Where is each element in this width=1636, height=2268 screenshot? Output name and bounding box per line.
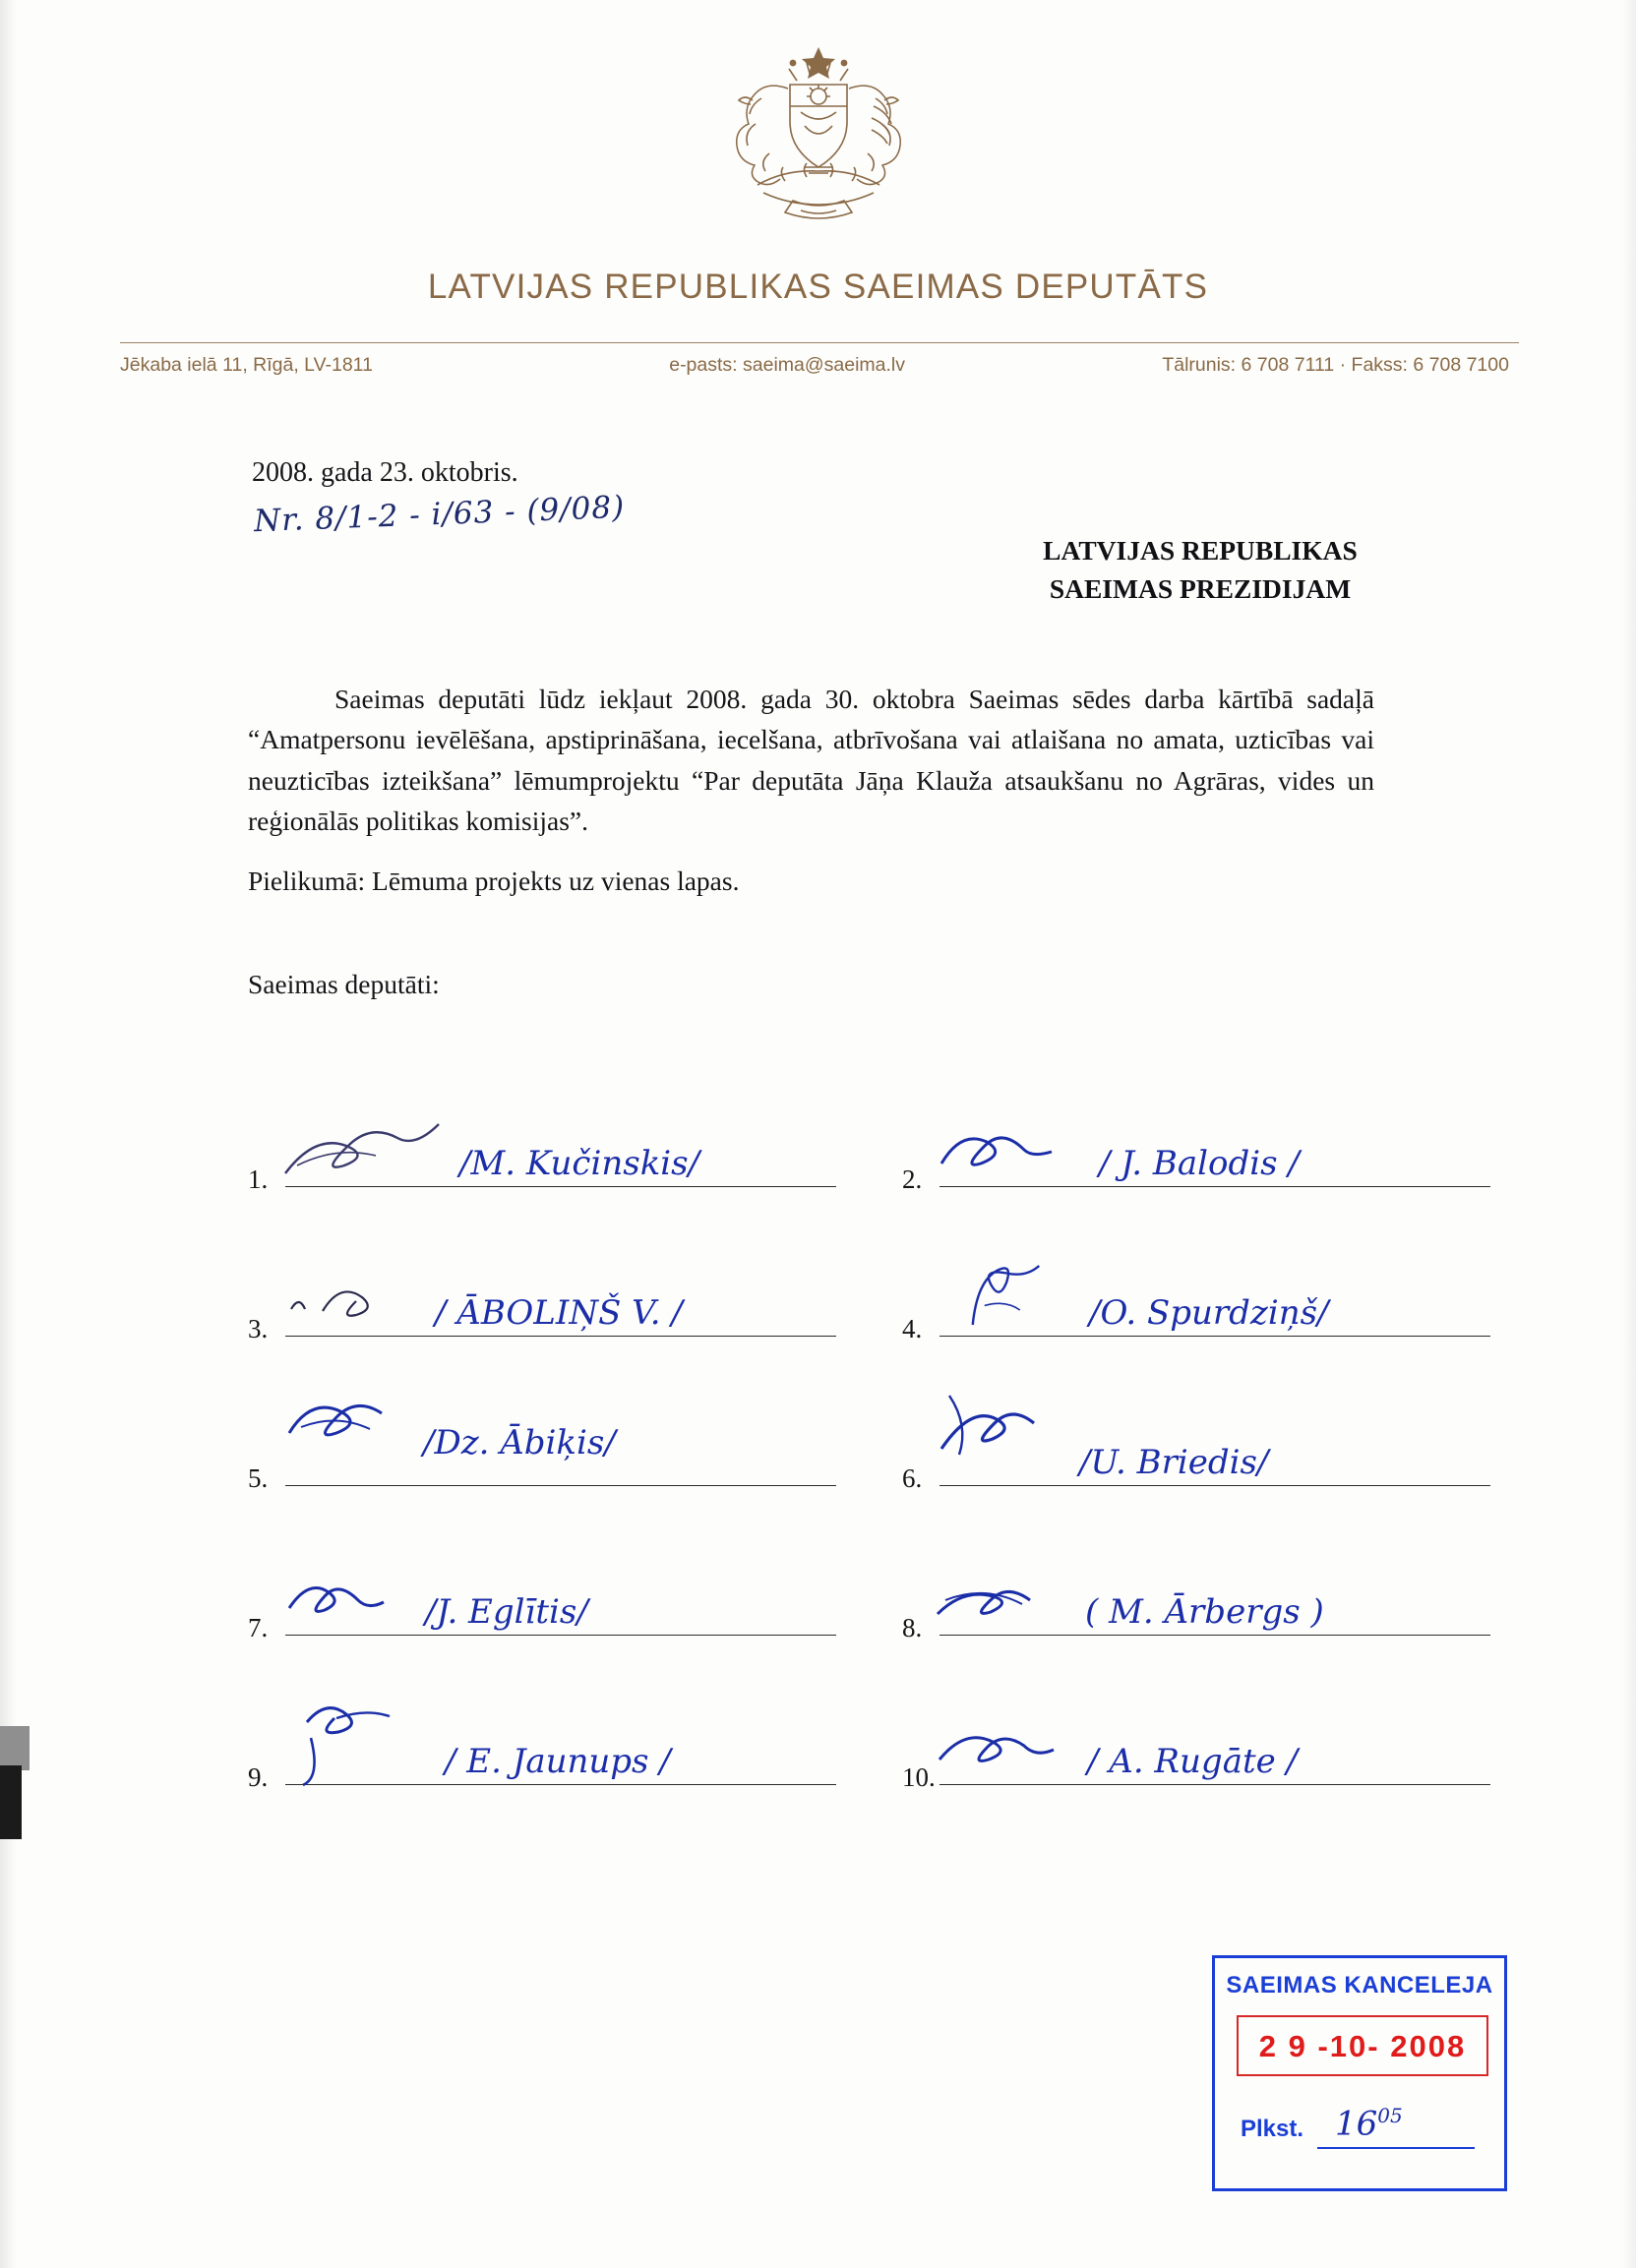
signature-name: /M. Kučinskis/ [459,1144,700,1183]
signature-cell [248,1506,838,1643]
signature-line [285,1485,836,1487]
signature-name: /O. Spurdziņš/ [1089,1293,1329,1333]
signature-name: ( M. Ārbergs ) [1085,1592,1324,1632]
letterhead-contact-row [120,354,1519,377]
contact-address: Jēkaba ielā 11, Rīgā, LV-1811 [120,354,373,376]
signature-line [939,1784,1490,1786]
signature-number: 4. [902,1314,923,1343]
signature-name: /J. Eglītis/ [425,1592,588,1632]
signature-name: / ĀBOLIŅŠ V. / [435,1293,683,1333]
signature-line [939,1336,1490,1338]
signature-name: / A. Rugāte / [1087,1742,1299,1781]
signature-row [248,1506,1527,1655]
signers-label: Saeimas deputāti: [248,969,440,999]
letter-date: 2008. gada 23. oktobris. [252,457,518,488]
stamp-time-hour: 16 [1335,2104,1378,2144]
signature-number: 1. [248,1164,269,1194]
signature-number: 7. [248,1613,269,1642]
signature-number: 8. [902,1613,923,1642]
signature-name: / J. Balodis / [1099,1144,1300,1183]
addressee-line-2: SAEIMAS PREZIDIJAM [1049,573,1352,605]
scan-edge-artifact-right [1622,0,1636,2268]
signature-name: /Dz. Ābiķis/ [423,1423,616,1462]
signature-line [939,1635,1490,1637]
signature-line [285,1635,836,1637]
signature-number: 9. [248,1762,269,1792]
letter-paragraph-1: Saeimas deputāti lūdz iekļaut 2008. gada 30. oktobra Saeimas sēdes darba kārtībā sadaļā “Amatpersonu ievēlēšana, apstiprināšana, iecelšana, atbrīvošana vai atlaišana no amata, uzticības vai neuzticības izteikšana” lēmumprojektu “Par deputāta Jāņa Klauža atsaukšanu no Agrāras, vides un reģionālās politikas komisijas”. [248,684,1374,836]
signature-row [248,1057,1527,1207]
signature-cell [248,1207,838,1344]
stamp-time-label: Plkst. [1241,2116,1304,2142]
signature-cell [248,1356,838,1494]
signature-name: /U. Briedis/ [1079,1443,1269,1482]
contact-phone: Tālrunis: 6 708 7111 · Fakss: 6 708 7100 [1162,354,1509,376]
signature-cell [248,1057,838,1195]
stamp-time-minutes: 05 [1377,2104,1403,2127]
signature-line [285,1336,836,1338]
scan-edge-artifact-dark [0,1765,22,1839]
scan-edge-artifact-grey [0,1726,30,1770]
signature-line [285,1784,836,1786]
signature-number: 2. [902,1164,923,1194]
reception-stamp [1212,1955,1507,2191]
addressee-line-1: LATVIJAS REPUBLIKAS [1043,535,1358,566]
signature-line [939,1485,1490,1487]
signature-row [248,1356,1527,1506]
addressee-block [969,531,1431,608]
organization-title: LATVIJAS REPUBLIKAS SAEIMAS DEPUTĀTS [427,268,1209,306]
contact-email: e-pasts: saeima@saeima.lv [669,354,906,376]
reference-number-handwritten: Nr. 8/1-2 - i/63 - (9/08) [253,489,626,540]
signature-cell [902,1207,1492,1344]
stamp-title: SAEIMAS KANCELEJA [1226,1972,1493,1999]
stamp-time-rule [1317,2147,1475,2149]
signature-row [248,1207,1527,1356]
latvia-coat-of-arms-icon [691,37,946,224]
signature-number: 6. [902,1463,923,1493]
header-divider [120,342,1519,343]
signature-cell [248,1655,838,1793]
signature-cell [902,1506,1492,1643]
signature-name: / E. Jaunups / [445,1742,671,1781]
signature-line [285,1186,836,1188]
letter-paragraph-2: Pielikumā: Lēmuma projekts uz vienas lapas. [248,865,740,896]
signature-row [248,1655,1527,1805]
signature-grid [248,1057,1527,1805]
signature-number: 5. [248,1463,269,1493]
signature-cell [902,1655,1492,1793]
stamp-date: 2 9 -10- 2008 [1258,2029,1467,2063]
signature-cell [902,1356,1492,1494]
signature-number: 3. [248,1314,269,1343]
stamp-time-handwritten [1335,2104,1403,2143]
signature-line [939,1186,1490,1188]
signature-number: 10. [902,1762,936,1792]
scan-edge-artifact-left [0,0,16,2268]
signature-cell [902,1057,1492,1195]
